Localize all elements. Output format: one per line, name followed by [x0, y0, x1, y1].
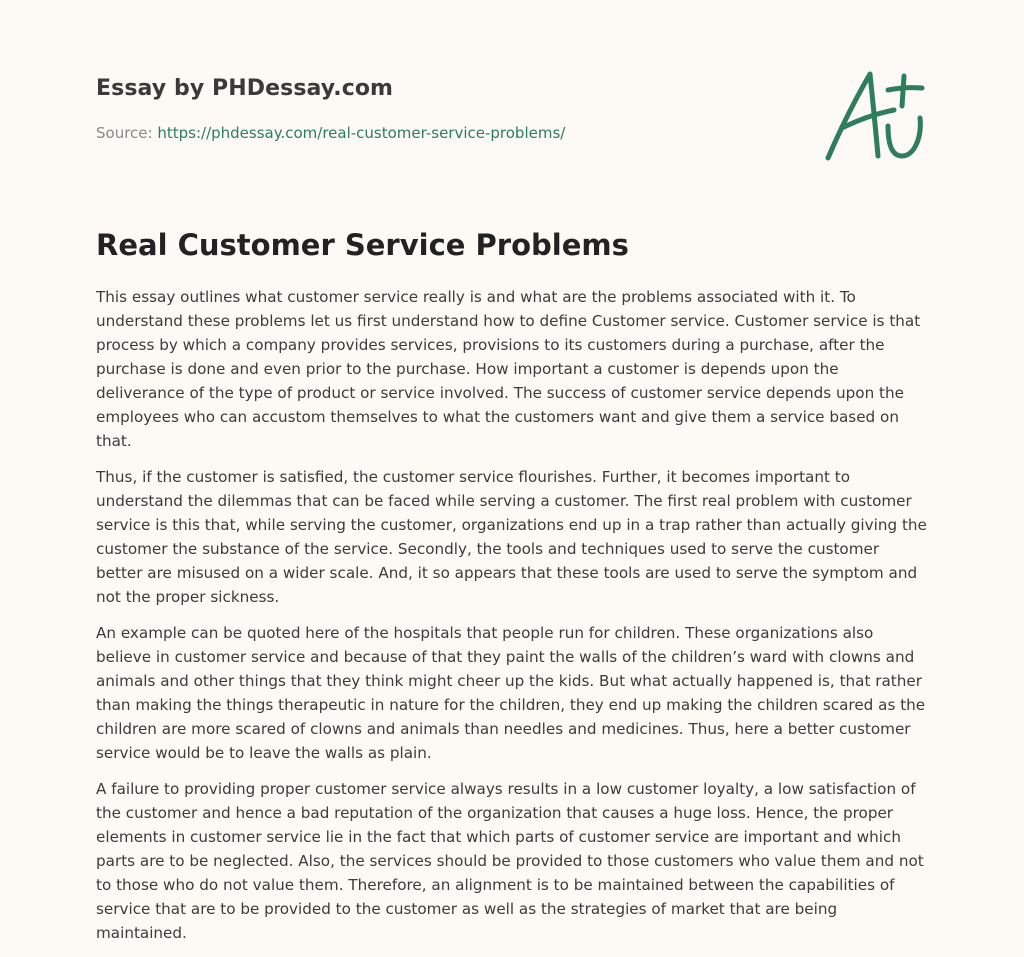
a-plus-icon [818, 64, 934, 168]
essay-paragraph: This essay outlines what customer service really is and what are the problems associated with it. To understand these problems let us first understand how to define Customer service. Customer service is that process by which a company provides services, provisions to its customers during a purchase, after the purchase is done and even prior to the purchase. How important a customer is depends upon the deliverance of the type of product or service involved. The success of customer service depends upon the employees who can accustom themselves to what the customers want and give them a service based on that. [96, 288, 921, 450]
essay-paragraph: A failure to providing proper customer service always results in a low customer loyalty, a low satisfaction of the customer and hence a bad reputation of the organization that causes a huge loss. Hence, the proper elements in customer service lie in the fact that which parts of customer service are important and which parts are to be neglected. Also, the services should be provided to those customers who value them and not to those who do not value them. Therefore, an alignment is to be maintained between the capabilities of service that are to be provided to the customer as well as the strategies of market that are being maintained. [96, 780, 924, 942]
essay-paragraph: Thus, if the customer is satisfied, the customer service flourishes. Further, it becomes important to understand the dilemmas that can be faced while serving a customer. The first real problem with customer service is this that, while serving the customer, organizations end up in a trap rather than actually giving the customer the substance of the service. Secondly, the tools and techniques used to serve the customer better are misused on a wider scale. And, it so appears that these tools are used to serve the symptom and not the proper sickness. [96, 468, 927, 606]
essay-paragraph: An example can be quoted here of the hospitals that people run for children. These organizations also believe in customer service and because of that they paint the walls of the children’s ward with clowns and animals and other things that they think might cheer up the kids. But what actually happened is, that rather than making the things therapeutic in nature for the children, they end up making the children scared as the children are more scared of clowns and animals than needles and medicines. Thus, here a better customer service would be to leave the walls as plain. [96, 624, 926, 762]
site-brand: Essay by PHDessay.com [96, 76, 394, 101]
source-label: Source: [96, 124, 153, 142]
source-link[interactable]: https://phdessay.com/real-customer-service-problems/ [157, 124, 566, 142]
essay-title: Real Customer Service Problems [96, 228, 629, 262]
essay-body [96, 285, 930, 957]
source-line [96, 124, 565, 142]
